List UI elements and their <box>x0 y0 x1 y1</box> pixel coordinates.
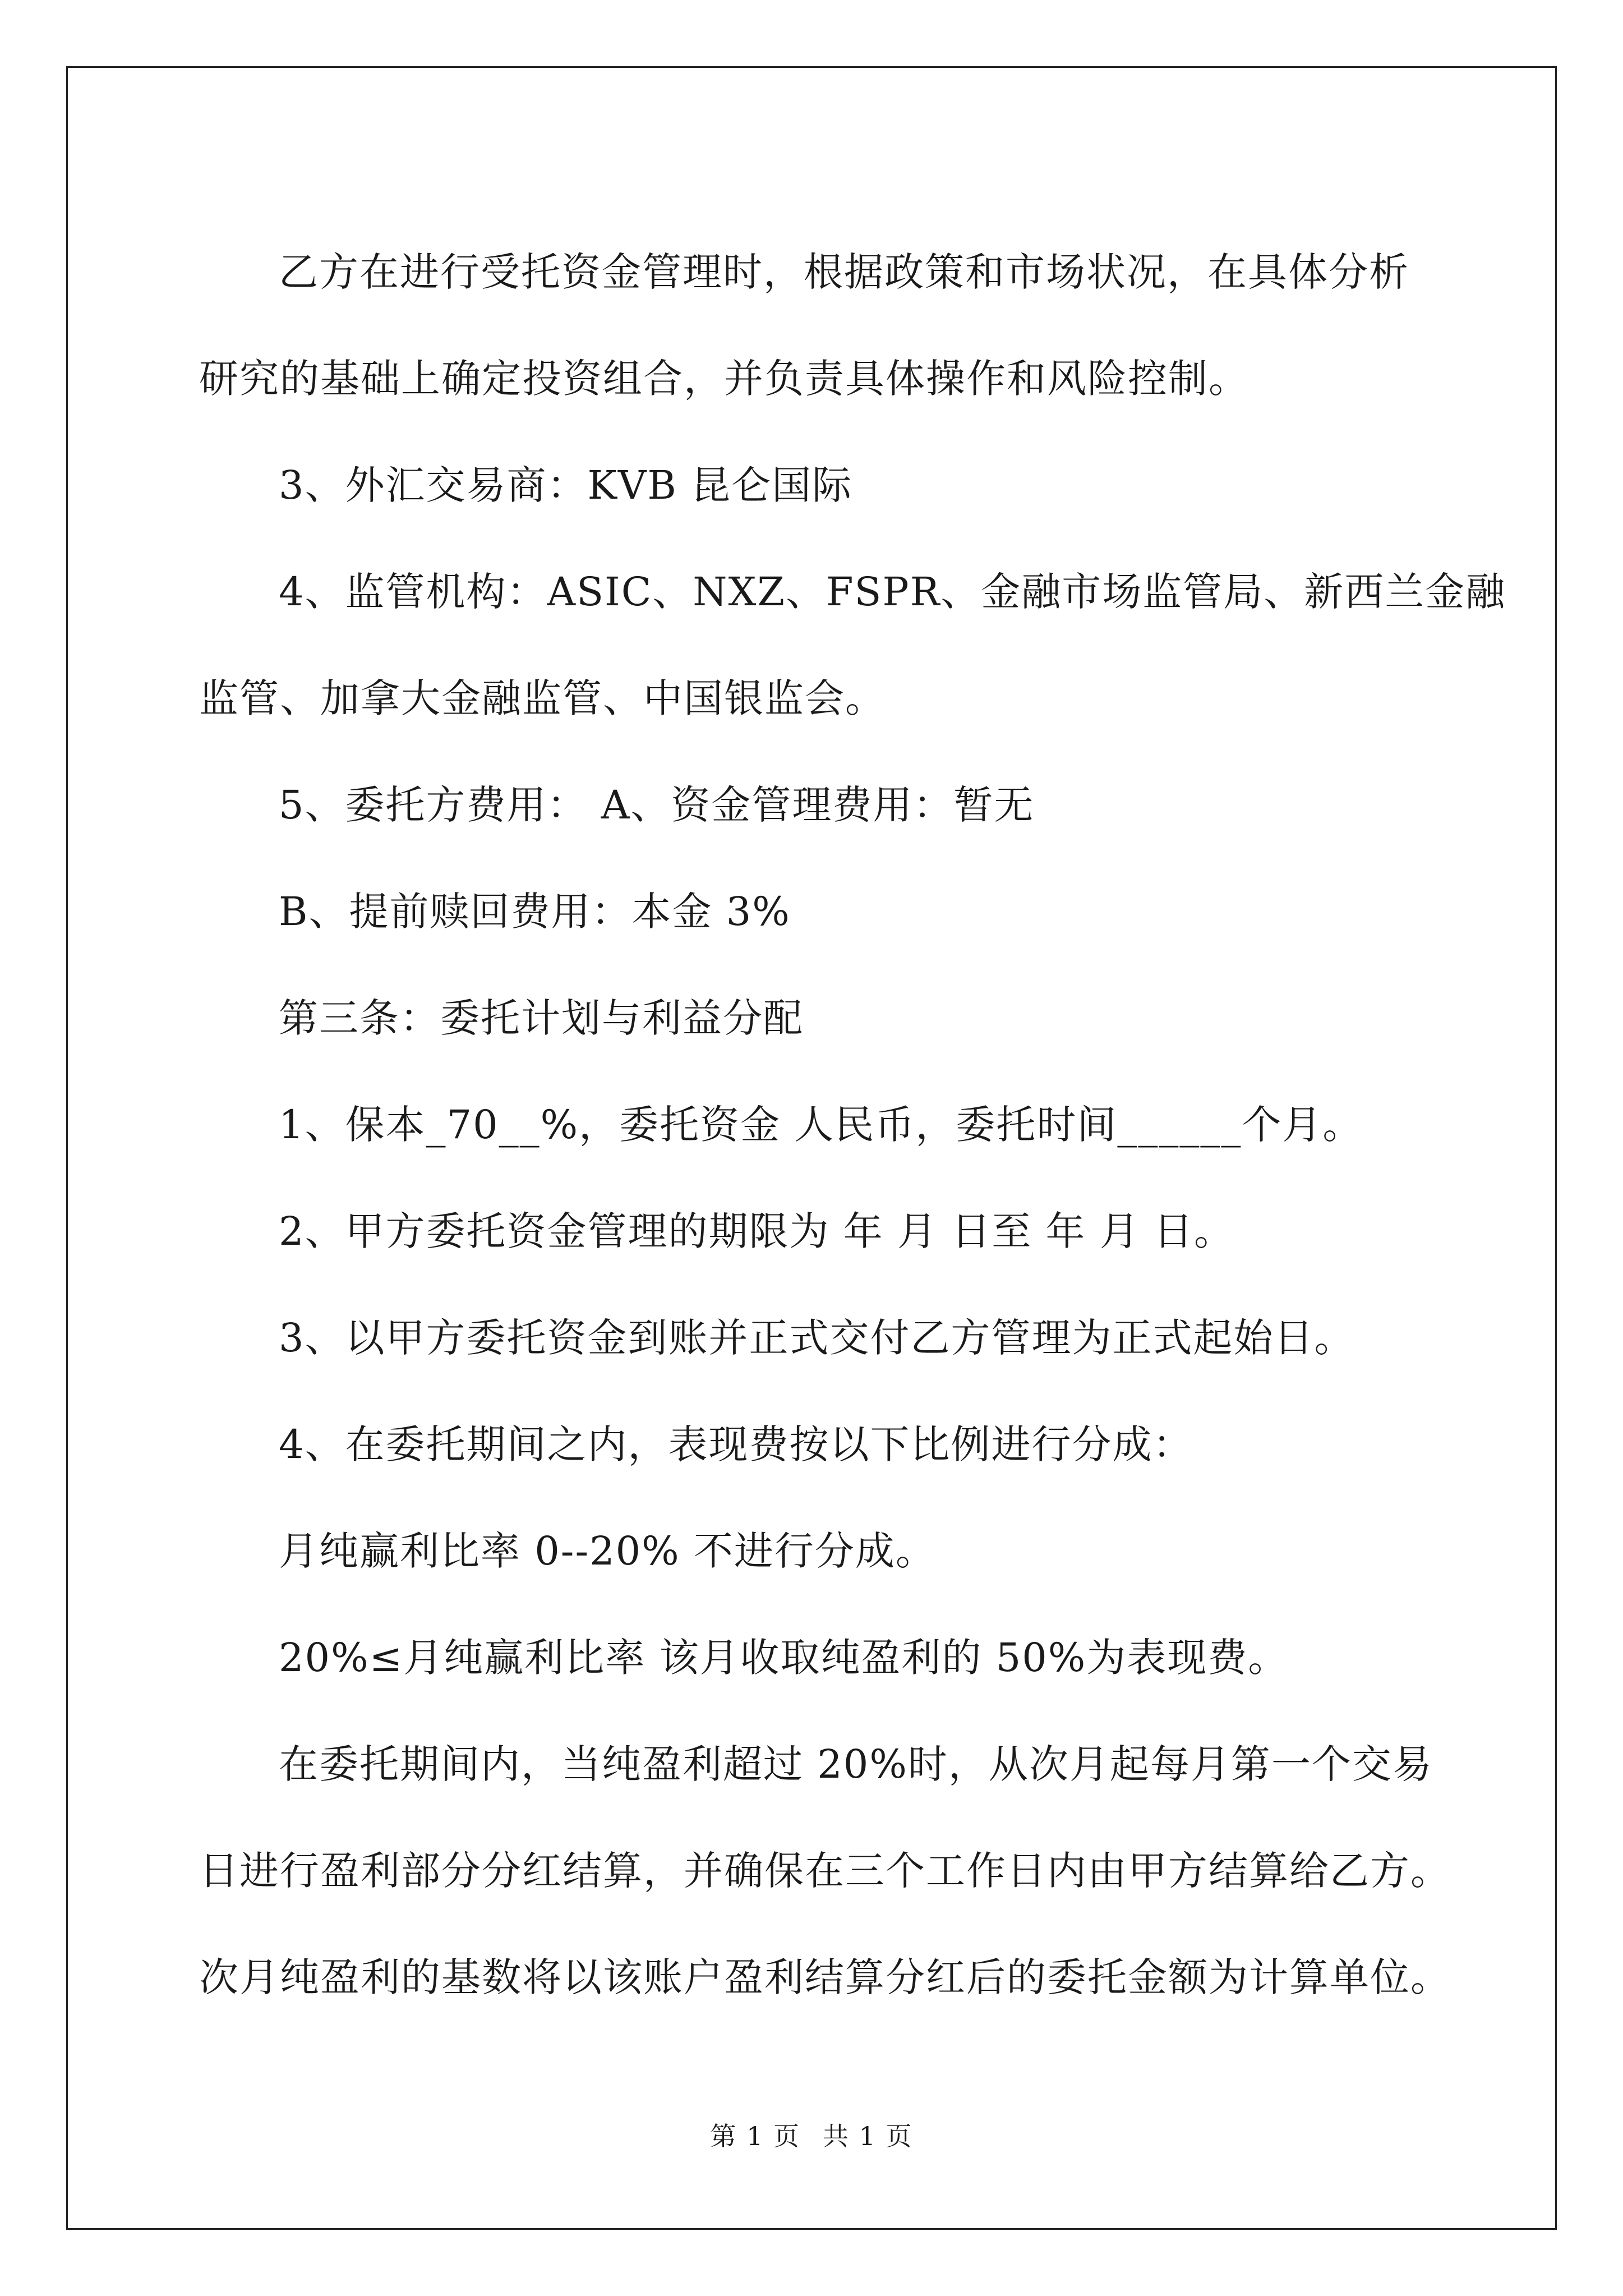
page-footer <box>0 2119 1623 2153</box>
paragraph: 监管、加拿大金融监管、中国银监会。 <box>199 675 886 721</box>
document-body <box>199 219 1506 2031</box>
section-heading: 第三条：委托计划与利益分配 <box>279 995 804 1041</box>
paragraph: 3、外汇交易商：KVB 昆仑国际 <box>279 462 853 508</box>
paragraph: 5、委托方费用： A、资金管理费用：暂无 <box>279 782 1035 828</box>
paragraph: B、提前赎回费用：本金 3% <box>279 889 791 935</box>
paragraph: 在委托期间内，当纯盈利超过 20%时，从次月起每月第一个交易 <box>279 1741 1433 1787</box>
paragraph: 乙方在进行受托资金管理时，根据政策和市场状况，在具体分析 <box>279 249 1409 295</box>
page-number-current: 第 1 页 <box>710 2121 800 2151</box>
paragraph: 次月纯盈利的基数将以该账户盈利结算分红后的委托金额为计算单位。 <box>199 1954 1451 2000</box>
paragraph: 日进行盈利部分分红结算，并确保在三个工作日内由甲方结算给乙方。 <box>199 1848 1451 1894</box>
paragraph: 20%≤月纯赢利比率 该月收取纯盈利的 50%为表现费。 <box>279 1635 1289 1681</box>
paragraph: 月纯赢利比率 0--20% 不进行分成。 <box>279 1528 936 1574</box>
paragraph: 1、保本_70__%，委托资金 人民币，委托时间______个月。 <box>279 1102 1363 1148</box>
paragraph: 4、监管机构：ASIC、NXZ、FSPR、金融市场监管局、新西兰金融 <box>279 569 1506 615</box>
paragraph: 研究的基础上确定投资组合，并负责具体操作和风险控制。 <box>199 356 1249 402</box>
paragraph: 4、在委托期间之内，表现费按以下比例进行分成： <box>279 1421 1193 1467</box>
page-number-total: 共 1 页 <box>823 2121 913 2151</box>
paragraph: 2、甲方委托资金管理的期限为 年 月 日至 年 月 日。 <box>279 1208 1235 1254</box>
paragraph: 3、以甲方委托资金到账并正式交付乙方管理为正式起始日。 <box>279 1315 1355 1361</box>
